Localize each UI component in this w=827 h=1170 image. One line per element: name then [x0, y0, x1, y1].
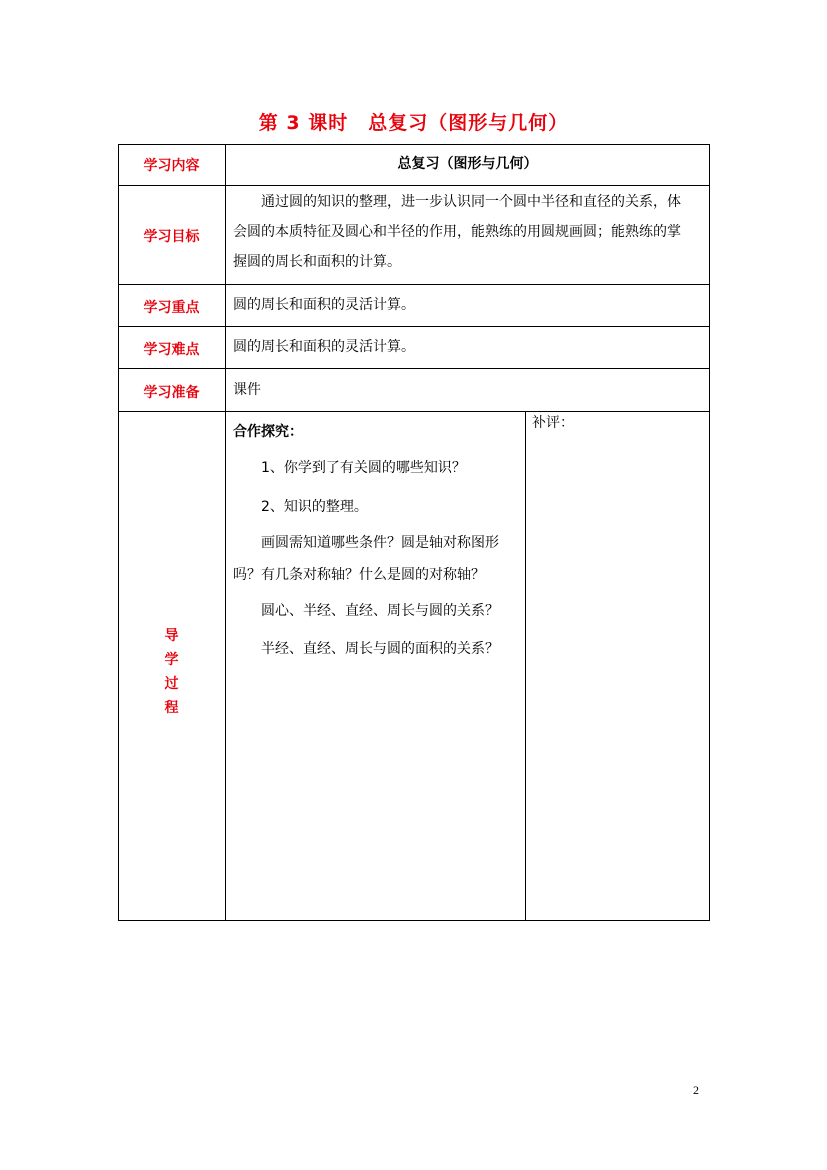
difficulty-label: 学习难点 [143, 342, 200, 358]
prep-label: 学习准备 [143, 385, 200, 401]
process-label-char: 学 [164, 652, 179, 668]
page-title [0, 108, 827, 135]
process-label-char: 程 [164, 700, 179, 716]
process-label-char: 导 [164, 628, 179, 644]
prep-value: 课件 [233, 382, 261, 398]
process-question: 1、你学到了有关圆的哪些知识？ [261, 460, 466, 476]
lesson-number: 第 3 课时 [258, 112, 349, 134]
lesson-title: 总复习（图形与几何） [368, 112, 569, 134]
comment-label: 补评： [532, 415, 574, 431]
table-border-left [118, 144, 119, 921]
page-number: 2 [693, 1083, 699, 1097]
table-column-divider [225, 144, 226, 921]
key-value: 圆的周长和面积的灵活计算。 [233, 297, 415, 313]
table-rule [118, 411, 710, 412]
process-question: 画圆需知道哪些条件？圆是轴对称图形 [261, 535, 499, 551]
table-border-bottom [118, 920, 710, 921]
process-heading: 合作探究： [233, 424, 303, 440]
goal-line: 握圆的周长和面积的计算。 [233, 254, 401, 270]
table-rule [118, 284, 710, 285]
process-question: 半经、直经、周长与圆的面积的关系？ [261, 641, 499, 657]
table-column-divider [525, 411, 526, 921]
content-label: 学习内容 [143, 158, 200, 174]
goal-label: 学习目标 [143, 229, 200, 245]
process-question: 2、知识的整理。 [261, 499, 368, 515]
table-rule [118, 326, 710, 327]
table-rule [118, 368, 710, 369]
table-border-right [709, 144, 710, 921]
table-rule [118, 185, 710, 186]
key-label: 学习重点 [143, 300, 200, 316]
process-question: 圆心、半经、直经、周长与圆的关系？ [261, 603, 499, 619]
process-label [118, 624, 225, 720]
goal-line: 会圆的本质特征及圆心和半径的作用，能熟练的用圆规画圆；能熟练的掌 [233, 224, 681, 240]
table-border-top [118, 144, 710, 145]
difficulty-value: 圆的周长和面积的灵活计算。 [233, 339, 415, 355]
goal-line: 通过圆的知识的整理，进一步认识同一个圆中半径和直径的关系，体 [261, 194, 681, 210]
process-question: 吗？有几条对称轴？什么是圆的对称轴？ [233, 567, 485, 583]
content-value: 总复习（图形与几何） [397, 156, 538, 172]
process-label-char: 过 [164, 676, 179, 692]
